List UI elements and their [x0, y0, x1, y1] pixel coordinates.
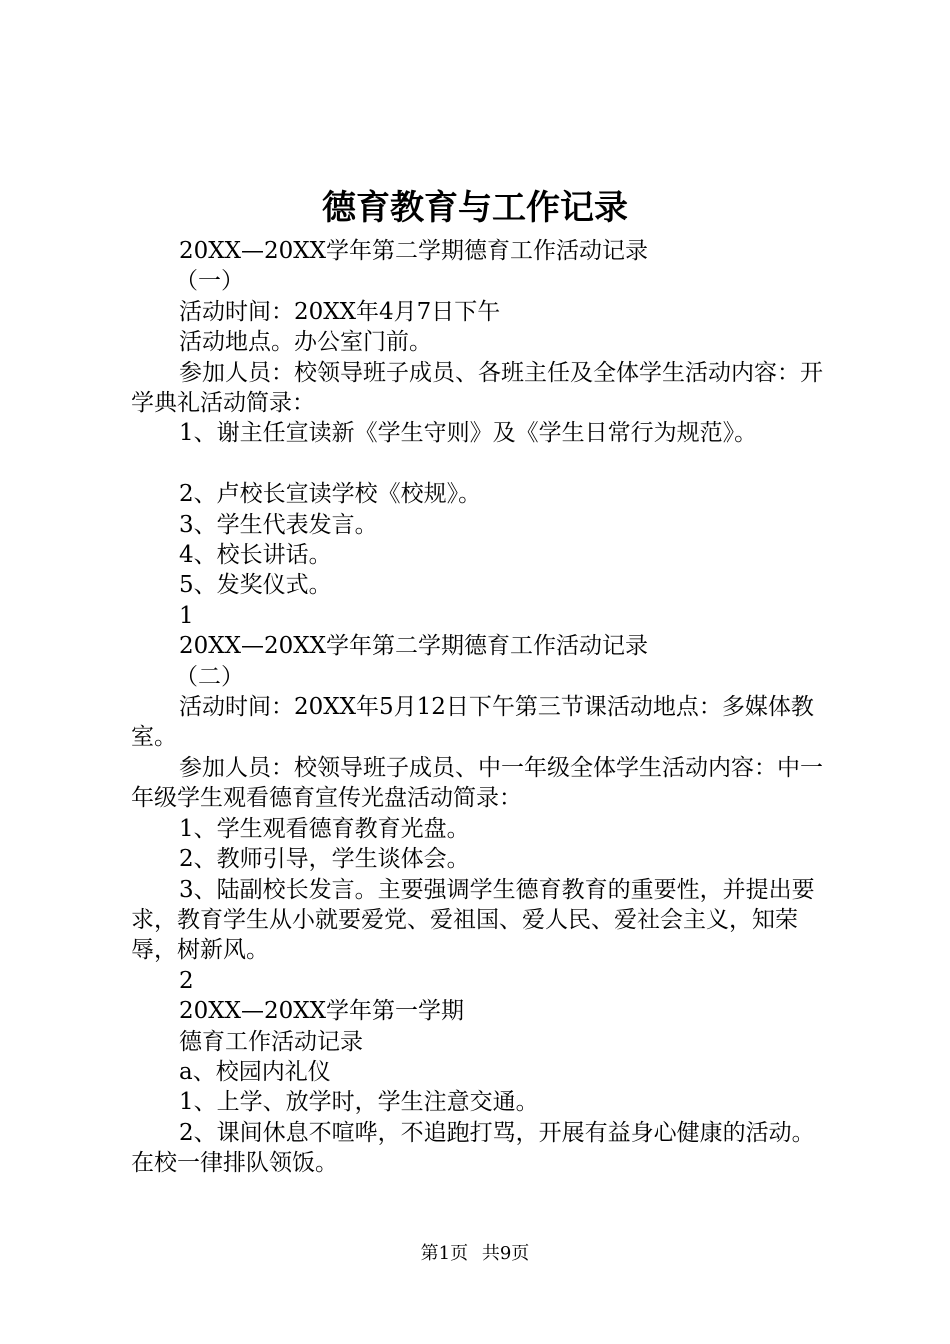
list-item: 5、发奖仪式。 [179, 572, 332, 599]
list-item: 3、陆副校长发言。主要强调学生德育教育的重要性，并提出要求，教育学生从小就要爱党、爱祖国、爱人民、爱社会主义，知荣辱，树新风。 [131, 876, 815, 964]
list-item: 2、课间休息不喧哗，不追跑打骂，开展有益身心健康的活动。在校一律排队领饭。 [131, 1119, 815, 1177]
page-number-current: 第1页 [420, 1243, 469, 1264]
activity-time: 活动时间：20XX年4月7日下午 [179, 298, 501, 325]
list-item: 1、上学、放学时，学生注意交通。 [179, 1089, 539, 1116]
activity-time-location: 活动时间：20XX年5月12日下午第三节课活动地点：多媒体教室。 [131, 694, 814, 751]
document-title: 德育教育与工作记录 [322, 188, 628, 228]
blank-line [131, 449, 831, 479]
list-item: 3、学生代表发言。 [179, 511, 378, 538]
section-marker: 2 [179, 967, 194, 994]
section-number: （二） [175, 663, 244, 690]
list-item: 2、卢校长宣读学校《校规》。 [179, 481, 482, 508]
participants-paragraph: 参加人员：校领导班子成员、中一年级全体学生活动内容：中一年级学生观看德育宣传光盘活动简录： [131, 754, 823, 812]
activity-location: 活动地点。办公室门前。 [179, 329, 432, 356]
document-body [131, 236, 831, 1179]
list-item: 4、校长讲话。 [179, 542, 332, 569]
subsection-heading: a、校园内礼仪 [179, 1058, 331, 1085]
page-footer [0, 1240, 950, 1268]
section-heading: 20XX—20XX学年第二学期德育工作活动记录 [179, 633, 649, 660]
section-number: （一） [175, 268, 244, 295]
section-subheading: 德育工作活动记录 [179, 1028, 363, 1055]
section-heading: 20XX—20XX学年第二学期德育工作活动记录 [179, 238, 649, 264]
section-heading: 20XX—20XX学年第一学期 [179, 998, 465, 1025]
list-item: 1、谢主任宣读新《学生守则》及《学生日常行为规范》。 [179, 420, 758, 447]
list-item: 1、学生观看德育教育光盘。 [179, 815, 470, 842]
participants-paragraph: 参加人员：校领导班子成员、各班主任及全体学生活动内容：开学典礼活动简录： [131, 359, 823, 417]
list-item: 2、教师引导，学生谈体会。 [179, 846, 470, 873]
page-number-total: 共9页 [481, 1243, 530, 1264]
section-marker: 1 [179, 602, 194, 629]
